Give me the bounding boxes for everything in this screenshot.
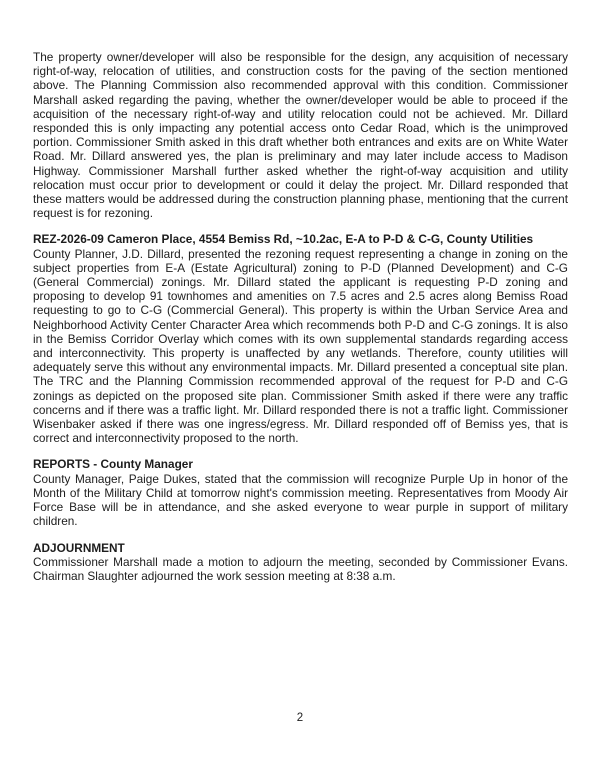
document-content bbox=[33, 50, 568, 583]
heading-reports-county-manager: REPORTS - County Manager bbox=[33, 457, 193, 472]
paragraph-county-manager-report: County Manager, Paige Dukes, stated that the commission will recognize Purple Up in honor of the Month of the Military Child at tomorrow night's commission meeting. Representatives from Moody Air Force Base will be in attendance, and she asked everyone to wear purple in support of military children. bbox=[33, 471, 568, 529]
heading-rez-2026-09-cameron-place: REZ-2026-09 Cameron Place, 4554 Bemiss Rd, ~10.2ac, E-A to P-D & C-G, County Utilities bbox=[33, 232, 534, 247]
heading-adjournment: ADJOURNMENT bbox=[33, 540, 125, 555]
paragraph-rez-2026-09-details: County Planner, J.D. Dillard, presented the rezoning request representing a change in zoning on the subject properties from E-A (Estate Agricultural) zoning to P-D (Planned Development) and C-G (General Commercial) zonings. Mr. Dillard stated the applicant is requesting P-D zoning and proposing to develop 91 townhomes and amenities on 7.5 acres and 2.5 acres along Bemiss Road requesting to go to C-G (Commercial General). This property is within the Urban Service Area and Neighborhood Activity Center Character Area which recommends both P-D and C-G zonings. It is also in the Bemiss Corridor Overlay which comes with its own supplemental standards regarding access and interconnectivity. This property is unaffected by any wetlands. Therefore, county utilities will adequately serve this without any environmental impacts. Mr. Dillard presented a conceptual site plan. The TRC and the Planning Commission recommended approval of the request for P-D and C-G zonings as depicted on the proposed site plan. Commissioner Smith asked if there were any traffic concerns and if there was a traffic light. Mr. Dillard responded there is not a traffic light. Commissioner Wisenbaker asked if there was one ingress/egress. Mr. Dillard responded off of Bemiss yes, that is correct and interconnectivity proposed to the north. bbox=[33, 246, 568, 446]
paragraph-adjournment-motion: Commissioner Marshall made a motion to adjourn the meeting, seconded by Commissioner Evans. Chairman Slaughter adjourned the work session meeting at 8:38 a.m. bbox=[33, 554, 568, 583]
page-number: 2 bbox=[296, 712, 304, 724]
paragraph-paving-right-of-way-discussion: The property owner/developer will also be responsible for the design, any acquisition of necessary right-of-way, relocation of utilities, and construction costs for the paving of the section mentioned above. The Planning Commission also recommended approval with this condition. Commissioner Marshall asked regarding the paving, whether the owner/developer would be able to proceed if the acquisition of the necessary right-of-way and utility relocation could not be achieved. Mr. Dillard responded this is only impacting any potential access onto Cedar Road, which is the unimproved portion. Commissioner Smith asked in this draft whether both entrances and exits are on White Water Road. Mr. Dillard answered yes, the plan is preliminary and may later include access to Madison Highway. Commissioner Marshall further asked whether the right-of-way acquisition and utility relocation must occur prior to development or could it delay the project. Mr. Dillard responded that these matters would be addressed during the construction planning phase, mentioning that the current request is for rezoning. bbox=[33, 50, 568, 221]
